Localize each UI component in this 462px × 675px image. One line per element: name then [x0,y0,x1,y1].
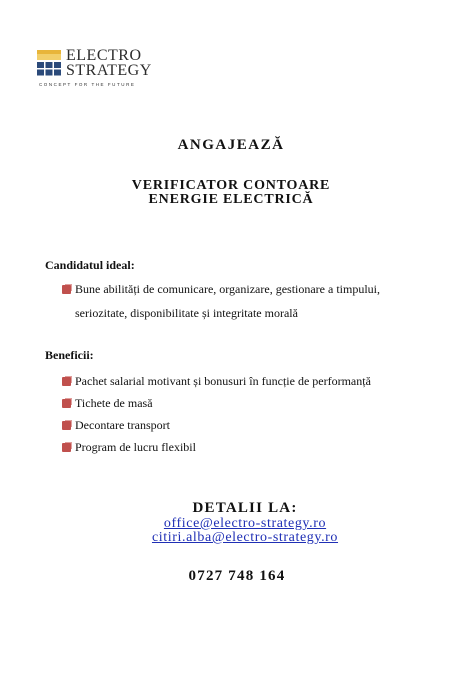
candidate-item-text: Bune abilități de comunicare, organizare, gestionare a timpului, [75,282,381,296]
email-link-office[interactable]: office@electro-strategy.ro [163,516,327,531]
job-title [0,179,462,207]
benefits-label: Beneficii: [45,348,94,362]
details-heading: DETALII LA: [192,500,298,516]
benefit-item-text: Decontare transport [75,418,170,432]
benefit-item [62,396,153,411]
solar-panel-logo-icon [37,50,61,76]
company-logo [37,48,177,93]
candidate-list-item [62,282,380,297]
benefit-item-text: Tichete de masă [75,396,153,410]
candidate-label: Candidatul ideal: [45,258,135,272]
bullet-icon [62,377,71,386]
email-link-citiri[interactable]: citiri.alba@electro-strategy.ro [151,530,339,545]
hiring-heading: ANGAJEAZĂ [177,137,285,153]
job-title-line-2: ENERGIE ELECTRICĂ [148,192,314,207]
logo-tagline: CONCEPT FOR THE FUTURE [39,82,136,87]
phone-number: 0727 748 164 [188,568,286,584]
benefit-item [62,418,170,433]
benefit-item [62,374,371,389]
logo-text-electro: ELECTRO [66,47,142,64]
benefit-item [62,440,196,455]
bullet-icon [62,443,71,452]
bullet-icon [62,285,71,294]
logo-text-strategy: STRATEGY [66,62,152,79]
candidate-item-continuation: seriozitate, disponibilitate și integritate morală [75,306,298,320]
bullet-icon [62,421,71,430]
job-title-line-1: VERIFICATOR CONTOARE [131,178,331,193]
benefit-item-text: Program de lucru flexibil [75,440,196,454]
bullet-icon [62,399,71,408]
benefit-item-text: Pachet salarial motivant și bonusuri în funcție de performanță [75,374,371,388]
